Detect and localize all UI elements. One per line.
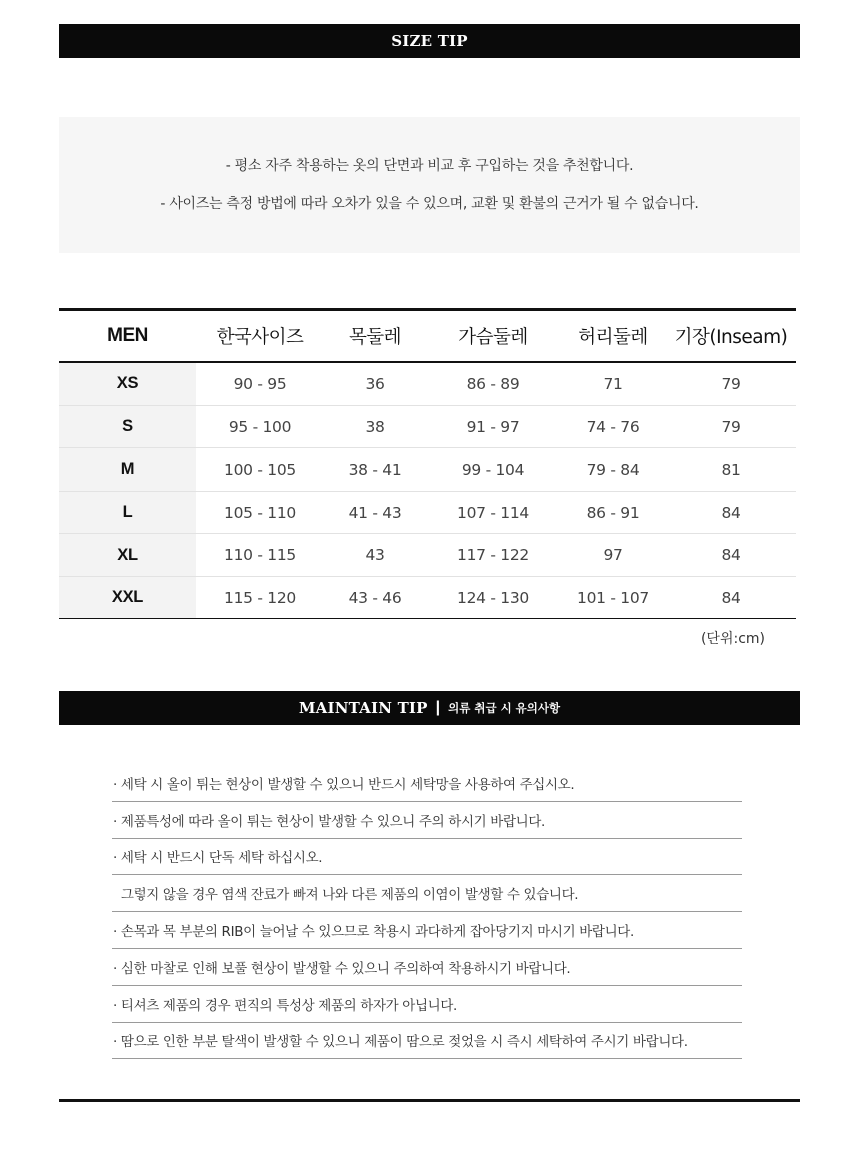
size-label: XL <box>59 534 196 577</box>
header-waist: 허리둘레 <box>560 310 666 362</box>
table-row <box>59 577 796 619</box>
table-cell: 117 - 122 <box>426 534 560 577</box>
table-cell: 90 - 95 <box>196 362 324 406</box>
table-cell: 101 - 107 <box>560 577 666 619</box>
maintain-tip-title: MAINTAIN TIP <box>298 699 428 717</box>
table-cell: 100 - 105 <box>196 448 324 492</box>
table-cell: 91 - 97 <box>426 406 560 448</box>
list-item: · 제품특성에 따라 올이 튀는 현상이 발생할 수 있으니 주의 하시기 바랍니다. <box>112 802 742 839</box>
size-tip-note: - 평소 자주 착용하는 옷의 단면과 비교 후 구입하는 것을 추천합니다. <box>225 158 634 174</box>
bottom-divider <box>59 1099 800 1102</box>
care-instructions-list <box>112 765 742 1059</box>
table-cell: 95 - 100 <box>196 406 324 448</box>
table-row <box>59 406 796 448</box>
table-cell: 107 - 114 <box>426 492 560 534</box>
table-cell: 105 - 110 <box>196 492 324 534</box>
size-label: S <box>59 406 196 448</box>
size-tip-notes <box>59 117 800 253</box>
header-length: 기장(Inseam) <box>666 310 796 362</box>
table-cell: 110 - 115 <box>196 534 324 577</box>
unit-note: (단위:cm) <box>700 631 765 647</box>
table-row <box>59 534 796 577</box>
size-tip-note: - 사이즈는 측정 방법에 따라 오차가 있을 수 있으며, 교환 및 환불의 근거가 될 수 없습니다. <box>160 196 699 212</box>
table-cell: 38 <box>324 406 426 448</box>
list-item: · 티셔츠 제품의 경우 편직의 특성상 제품의 하자가 아닙니다. <box>112 986 742 1023</box>
table-cell: 99 - 104 <box>426 448 560 492</box>
table-row <box>59 448 796 492</box>
table-cell: 79 <box>666 406 796 448</box>
size-label: L <box>59 492 196 534</box>
size-label: XXL <box>59 577 196 619</box>
table-cell: 36 <box>324 362 426 406</box>
table-cell: 79 <box>666 362 796 406</box>
list-item: · 손목과 목 부분의 RIB이 늘어날 수 있으므로 착용시 과다하게 잡아당기지 마시기 바랍니다. <box>112 912 742 949</box>
table-cell: 38 - 41 <box>324 448 426 492</box>
size-table <box>59 308 796 619</box>
table-row <box>59 362 796 406</box>
size-label: XS <box>59 362 196 406</box>
table-cell: 115 - 120 <box>196 577 324 619</box>
table-cell: 97 <box>560 534 666 577</box>
header-men: MEN <box>59 310 196 362</box>
maintain-tip-separator: | <box>435 699 441 716</box>
table-cell: 86 - 91 <box>560 492 666 534</box>
table-cell: 86 - 89 <box>426 362 560 406</box>
table-cell: 84 <box>666 534 796 577</box>
table-cell: 43 <box>324 534 426 577</box>
table-cell: 124 - 130 <box>426 577 560 619</box>
maintain-tip-header <box>59 691 800 725</box>
table-cell: 84 <box>666 492 796 534</box>
size-label: M <box>59 448 196 492</box>
table-cell: 84 <box>666 577 796 619</box>
table-cell: 71 <box>560 362 666 406</box>
table-cell: 41 - 43 <box>324 492 426 534</box>
table-cell: 81 <box>666 448 796 492</box>
list-item: · 세탁 시 올이 튀는 현상이 발생할 수 있으니 반드시 세탁망을 사용하여 주십시오. <box>112 765 742 802</box>
size-tip-header <box>59 24 800 58</box>
table-cell: 74 - 76 <box>560 406 666 448</box>
header-chest: 가슴둘레 <box>426 310 560 362</box>
list-item: 그렇지 않을 경우 염색 잔료가 빠져 나와 다른 제품의 이염이 발생할 수 있습니다. <box>112 875 742 912</box>
list-item: · 심한 마찰로 인해 보풀 현상이 발생할 수 있으니 주의하여 착용하시기 바랍니다. <box>112 949 742 986</box>
table-cell: 43 - 46 <box>324 577 426 619</box>
size-table-header-row <box>59 310 796 362</box>
maintain-tip-subtitle: 의류 취급 시 유의사항 <box>448 701 561 715</box>
header-korean-size: 한국사이즈 <box>196 310 324 362</box>
list-item: · 세탁 시 반드시 단독 세탁 하십시오. <box>112 839 742 876</box>
size-tip-title: SIZE TIP <box>391 32 468 50</box>
table-cell: 79 - 84 <box>560 448 666 492</box>
table-row <box>59 492 796 534</box>
list-item: · 땀으로 인한 부분 탈색이 발생할 수 있으니 제품이 땀으로 젖었을 시 즉시 세탁하여 주시기 바랍니다. <box>112 1023 742 1060</box>
header-neck: 목둘레 <box>324 310 426 362</box>
